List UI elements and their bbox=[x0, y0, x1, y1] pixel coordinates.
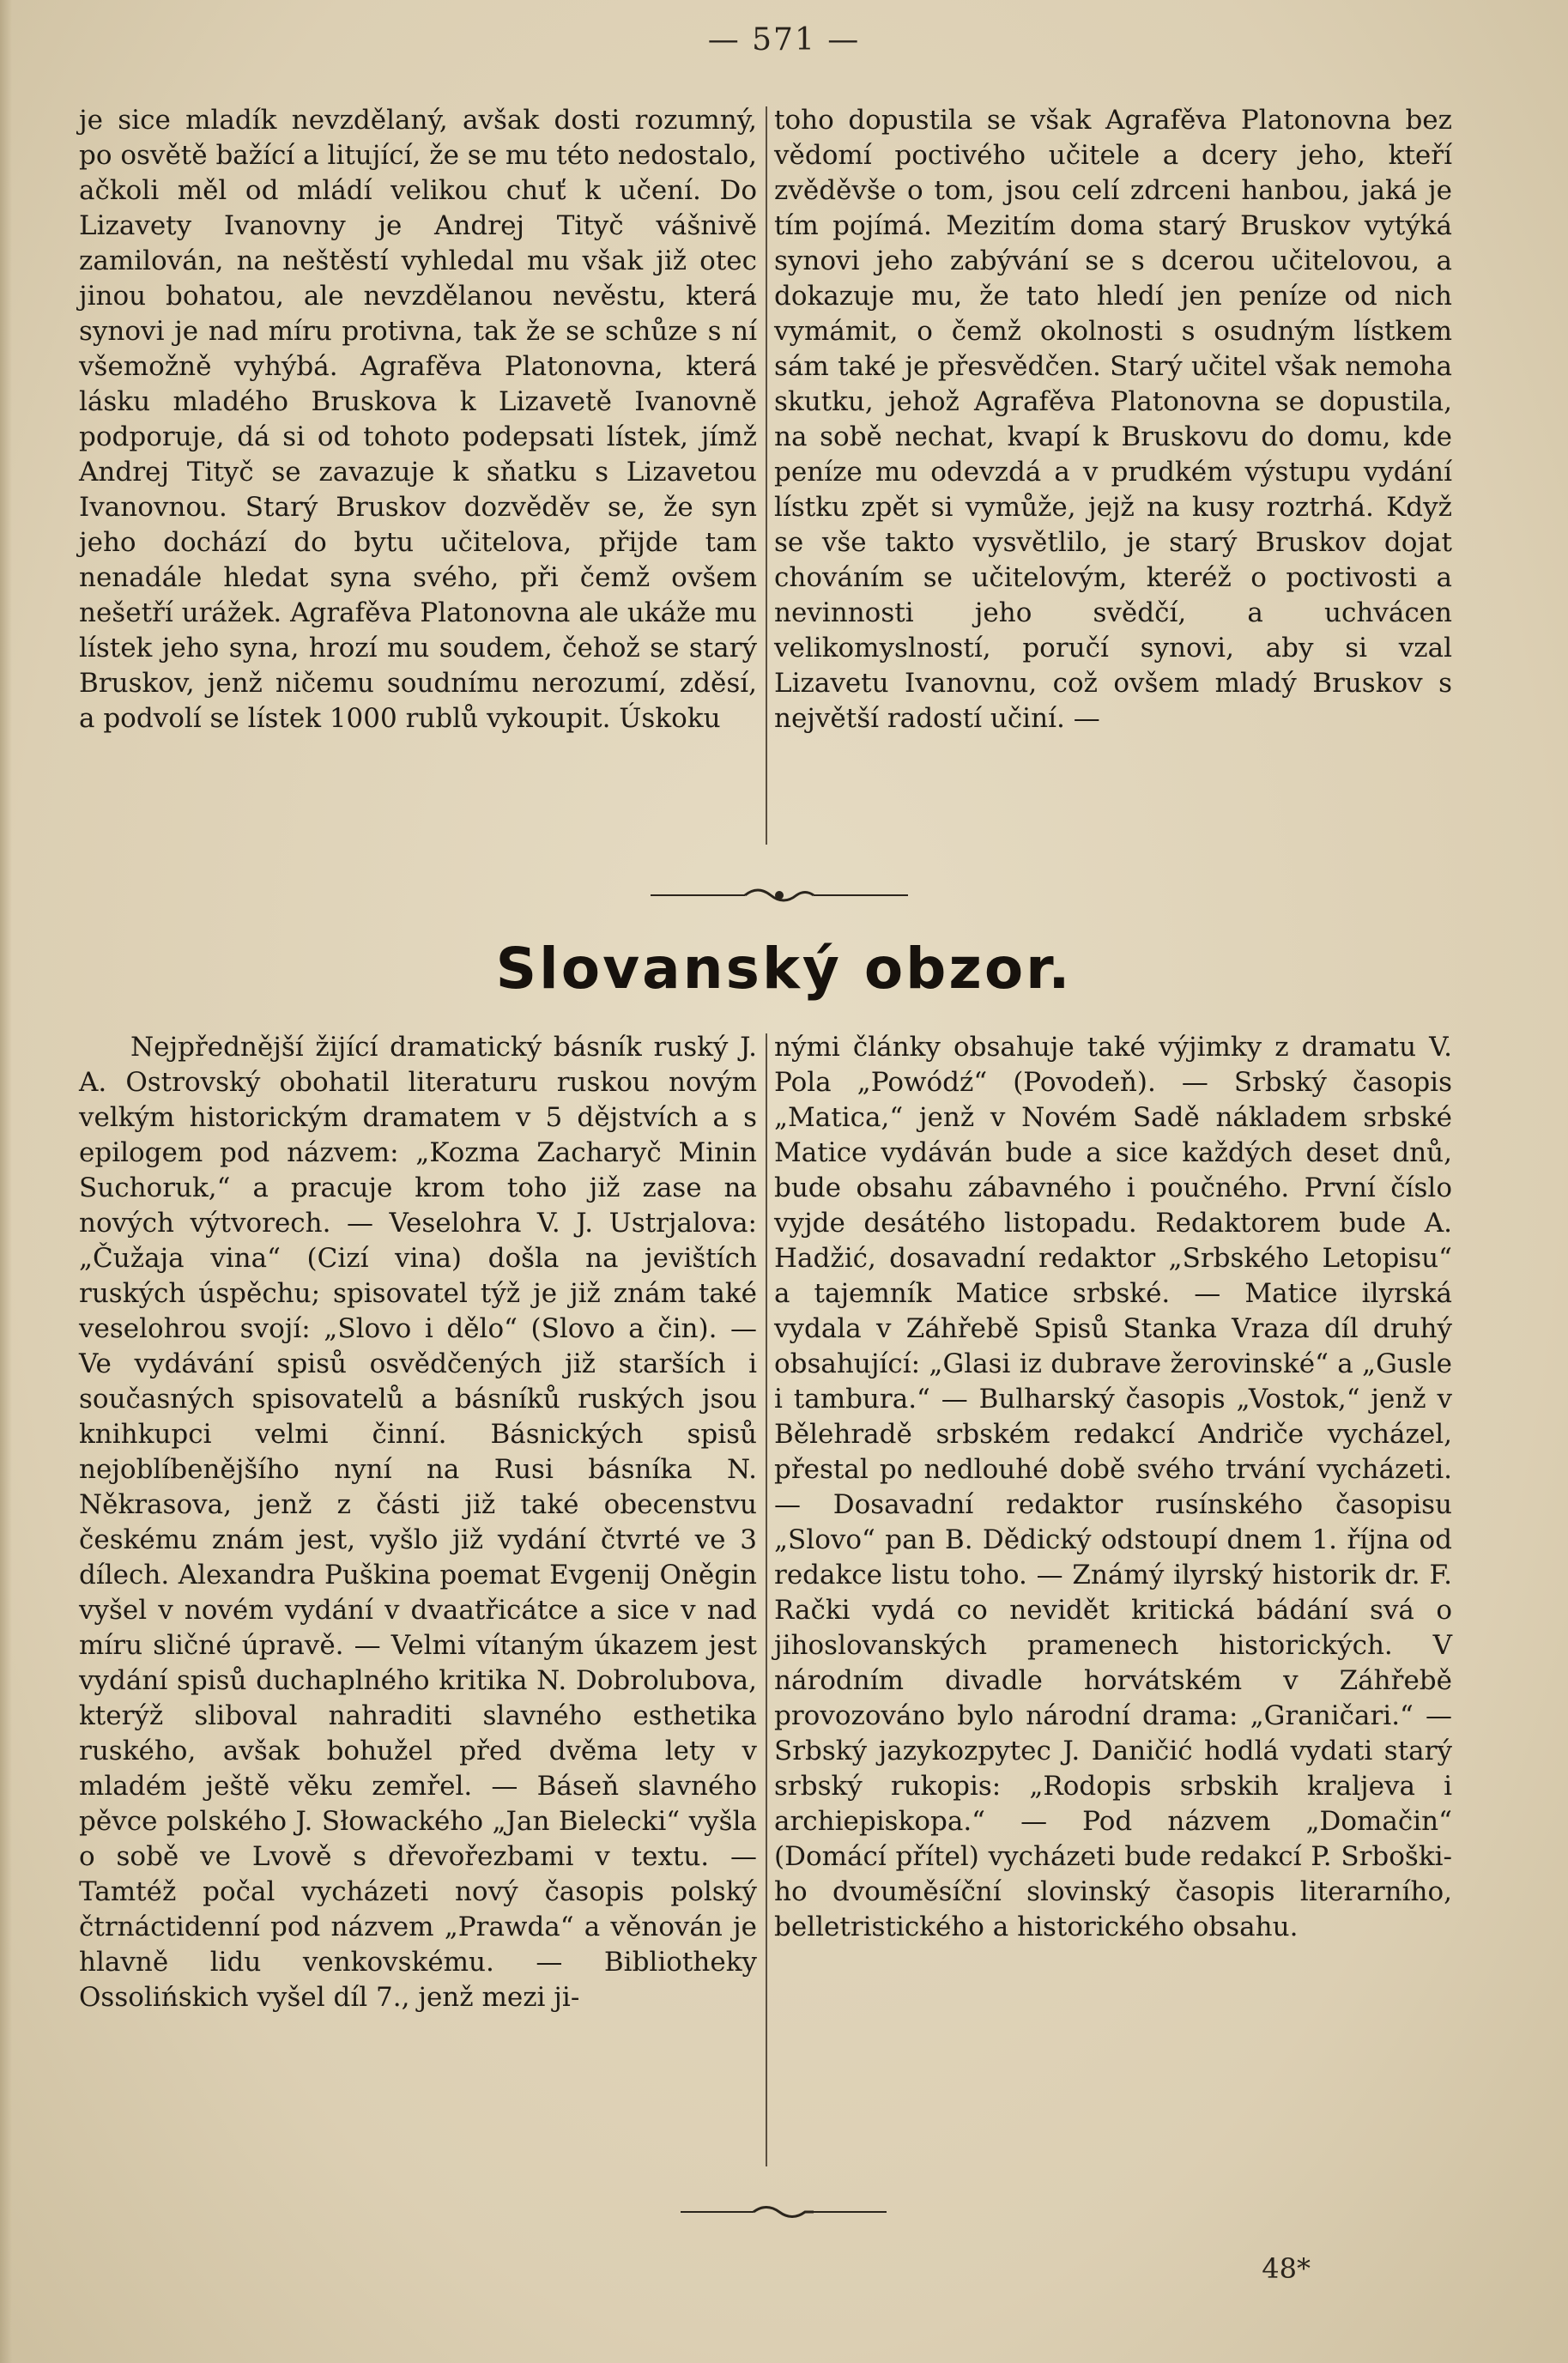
top-article-right-column bbox=[774, 103, 1452, 736]
section-heading: Slovanský obzor. bbox=[495, 936, 1073, 1002]
column-divider bbox=[766, 106, 767, 845]
bottom-article-right-column bbox=[774, 1030, 1452, 1945]
paragraph: je sice mladík nevzdělaný, avšak dosti rozumný, po osvětě bažící a litující, že se mu této nedostalo, ačkoli měl od mládí velikou chuť k učení. Do Lizavety Ivanovny je Andrej Tityč vášnivě zamilován, na neštěstí vyhledal mu však již otec jinou bohatou, ale nevzdělanou nevěstu, která synovi je nad míru protivna, tak že se schůze s ní všemožně vyhýbá. Agrafěva Platonovna, která lásku mladého Bruskova k Lizavetě Ivanovně podporuje, dá si od tohoto podepsati lístek, jímž Andrej Tityč se zavazuje k sňatku s Lizavetou Ivanovnou. Starý Bruskov dozvěděv se, že syn jeho dochází do bytu učitelova, přijde tam nenadále hledat syna svého, při čemž ovšem nešetří urážek. Agrafěva Platonovna ale ukáže mu lístek jeho syna, hrozí mu soudem, čehož se starý Bruskov, jenž ničemu soudnímu nerozumí, zděsí, a podvolí se lístek 1000 rublů vykoupit. Úskoku bbox=[79, 105, 757, 734]
paragraph: Nejpřednější žijící dramatický básník ruský J. A. Ostrovský obohatil literaturu ruskou novým velkým historickým dramatem v 5 dějstvích a s epilogem pod názvem: „Kozma Zacharyč Minin Suchoruk,“ a pracuje krom toho již zase na nových výtvorech. — Veselohra V. J. Ustrjalova: „Čužaja vina“ (Cizí vina) došla na jevištích ruských úspěchu; spisovatel týž je již znám také veselohrou svojí: „Slovo i dělo“ (Slovo a čin). — Ve vydávání spisů osvědčených již starších i současných spisovatelů a básníků ruských jsou knihkupci velmi činní. Básnických spisů nejoblíbenějšího nyní na Rusi básníka N. Někrasova, jenž z části již také obecenstvu českému znám jest, vyšlo již vydání čtvrté ve 3 dílech. Alexandra Puškina poemat Evgenij Oněgin vyšel v novém vydání v dvaatřicátce a sice v nad míru sličné úpravě. — Velmi vítaným úkazem jest vydání spisů duchaplného kritika N. Dobrolubova, kterýž sliboval nahraditi slavného esthetika ruského, avšak bohužel před dvěma lety v mladém ještě věku zemřel. — Báseň slavného pěvce polského J. Słowackého „Jan Bielecki“ vyšla o sobě ve Lvově s dřevořezbami v textu. — Tamtéž počal vycházeti nový časopis polský čtrnáctidenní pod názvem „Prawda“ a věnován je hlavně lidu venkovskému. — Bibliotheky Ossolińskich vyšel díl 7., jenž mezi ji- bbox=[79, 1032, 757, 2013]
top-article-left-column bbox=[79, 103, 757, 736]
column-divider bbox=[766, 1033, 767, 2166]
signature-mark: 48* bbox=[1262, 2252, 1311, 2285]
section-divider-ornament bbox=[651, 882, 908, 908]
end-ornament bbox=[681, 2199, 887, 2225]
bottom-article-left-column bbox=[79, 1030, 757, 2015]
page-number: — 571 — bbox=[707, 22, 861, 58]
paragraph: toho dopustila se však Agrafěva Platonovna bez vědomí poctivého učitele a dcery jeho, kteří zvěděvše o tom, jsou celí zdrceni hanbou, jaká je tím pojímá. Mezitím doma starý Bruskov vytýká synovi jeho zabývání se s dcerou učitelovou, a dokazuje mu, že tato hledí jen peníze od nich vymámit, o čemž okolnosti s osudným lístkem sám také je přesvědčen. Starý učitel však nemoha skutku, jehož Agrafěva Platonovna se dopustila, na sobě nechat, kvapí k Bruskovu do domu, kde peníze mu odevzdá a v prudkém výstupu vydání lístku zpět si vymůže, jejž na kusy roztrhá. Když se vše takto vysvětlilo, je starý Bruskov dojat chováním se učitelovým, kteréž o poctivosti a nevinnosti jeho svědčí, a uchvácen velikomyslností, poručí synovi, aby si vzal Lizavetu Ivanovnu, což ovšem mladý Bruskov s největší radostí učiní. — bbox=[774, 105, 1452, 734]
paragraph: nými články obsahuje také výjimky z dramatu V. Pola „Powódź“ (Povodeň). — Srbský časopis „Matica,“ jenž v Novém Sadě nákladem srbské Matice vydáván bude a sice každých deset dnů, bude obsahu zábavného i poučného. První číslo vyjde desátého listopadu. Redaktorem bude A. Hadžić, dosavadní redaktor „Srbského Letopisu“ a tajemník Matice srbské. — Matice ilyrská vydala v Záhřebě Spisů Stanka Vraza díl druhý obsahující: „Glasi iz dubrave žerovinské“ a „Gusle i tambura.“ — Bulharský časopis „Vostok,“ jenž v Bělehradě srbském redakcí Andriče vycházel, přestal po nedlouhé době svého trvání vycházeti. — Dosavadní redaktor rusínského časopisu „Slovo“ pan B. Dědický odstoupí dnem 1. října od redakce listu toho. — Známý ilyrský historik dr. F. Rački vydá co nevidět kritická bádání svá o jihoslovanských pramenech historických. V národním divadle horvátském v Záhřebě provozováno bylo národní drama: „Graničari.“ — Srbský jazykozpytec J. Daničić hodlá vydati starý srbský rukopis: „Rodopis srbskih kraljeva i archiepiskopa.“ — Pod názvem „Domačin“ (Domácí přítel) vycházeti bude redakcí P. Srboški-ho dvouměsíční slovinský časopis literarního, belletristického a historického obsahu. bbox=[774, 1032, 1452, 1942]
binding-edge bbox=[0, 0, 12, 2363]
